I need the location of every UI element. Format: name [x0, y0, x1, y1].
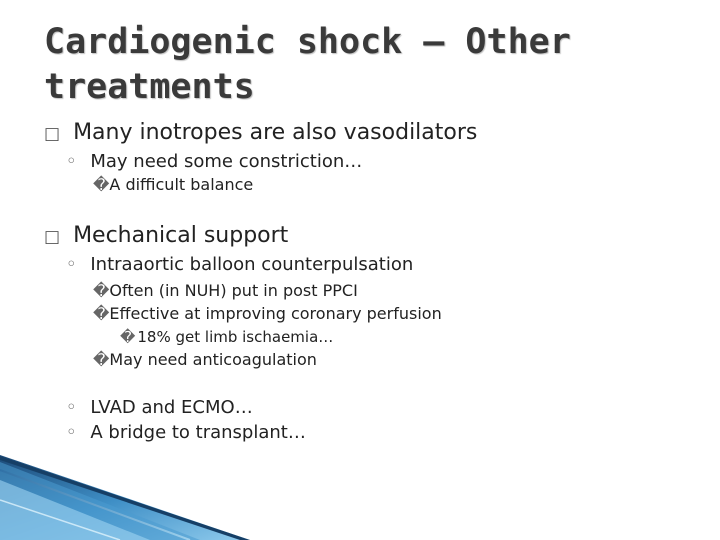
section-2-heading-row — [44, 223, 288, 248]
point-row — [93, 304, 442, 323]
ring-bullet-icon: ◦ — [66, 254, 77, 275]
section-1-sub: May need some constriction… — [90, 151, 363, 172]
square-bullet-icon: □ — [44, 227, 61, 247]
point-row — [93, 281, 358, 300]
point-text: 18% get limb ischaemia… — [137, 328, 334, 346]
ring-bullet-icon: ◦ — [66, 397, 77, 418]
section-2-sub: Intraaortic balloon counterpulsation — [90, 254, 414, 275]
missing-glyph-icon: � — [93, 281, 110, 300]
missing-glyph-icon: � — [93, 304, 110, 323]
point-row — [120, 328, 333, 346]
section-1-subsub-row — [93, 175, 253, 194]
square-bullet-icon: □ — [44, 124, 61, 144]
point-text: Effective at improving coronary perfusion — [109, 304, 442, 323]
missing-glyph-icon: � — [93, 350, 110, 369]
missing-glyph-icon: � — [120, 328, 136, 346]
section-2-sub3-row — [66, 422, 306, 443]
ring-bullet-icon: ◦ — [66, 151, 77, 172]
section-2-heading: Mechanical support — [73, 223, 289, 248]
title-line-2: treatments — [44, 67, 255, 107]
section-2-sub2-row — [66, 397, 253, 418]
section-2-sub-row — [66, 254, 413, 275]
point-text: Often (in NUH) put in post PPCI — [109, 281, 358, 300]
section-2-sub3: A bridge to transplant… — [90, 422, 306, 443]
slide-title — [44, 20, 644, 110]
section-1-heading: Many inotropes are also vasodilators — [73, 120, 478, 145]
ring-bullet-icon: ◦ — [66, 422, 77, 443]
section-1-heading-row — [44, 120, 477, 145]
title-line-1: Cardiogenic shock – Other — [44, 22, 571, 62]
missing-glyph-icon: � — [93, 175, 110, 194]
section-2-sub2: LVAD and ECMO… — [90, 397, 253, 418]
point-text: May need anticoagulation — [109, 350, 317, 369]
point-row — [93, 350, 317, 369]
section-1-subsub: A difficult balance — [109, 175, 254, 194]
section-1-sub-row — [66, 151, 362, 172]
